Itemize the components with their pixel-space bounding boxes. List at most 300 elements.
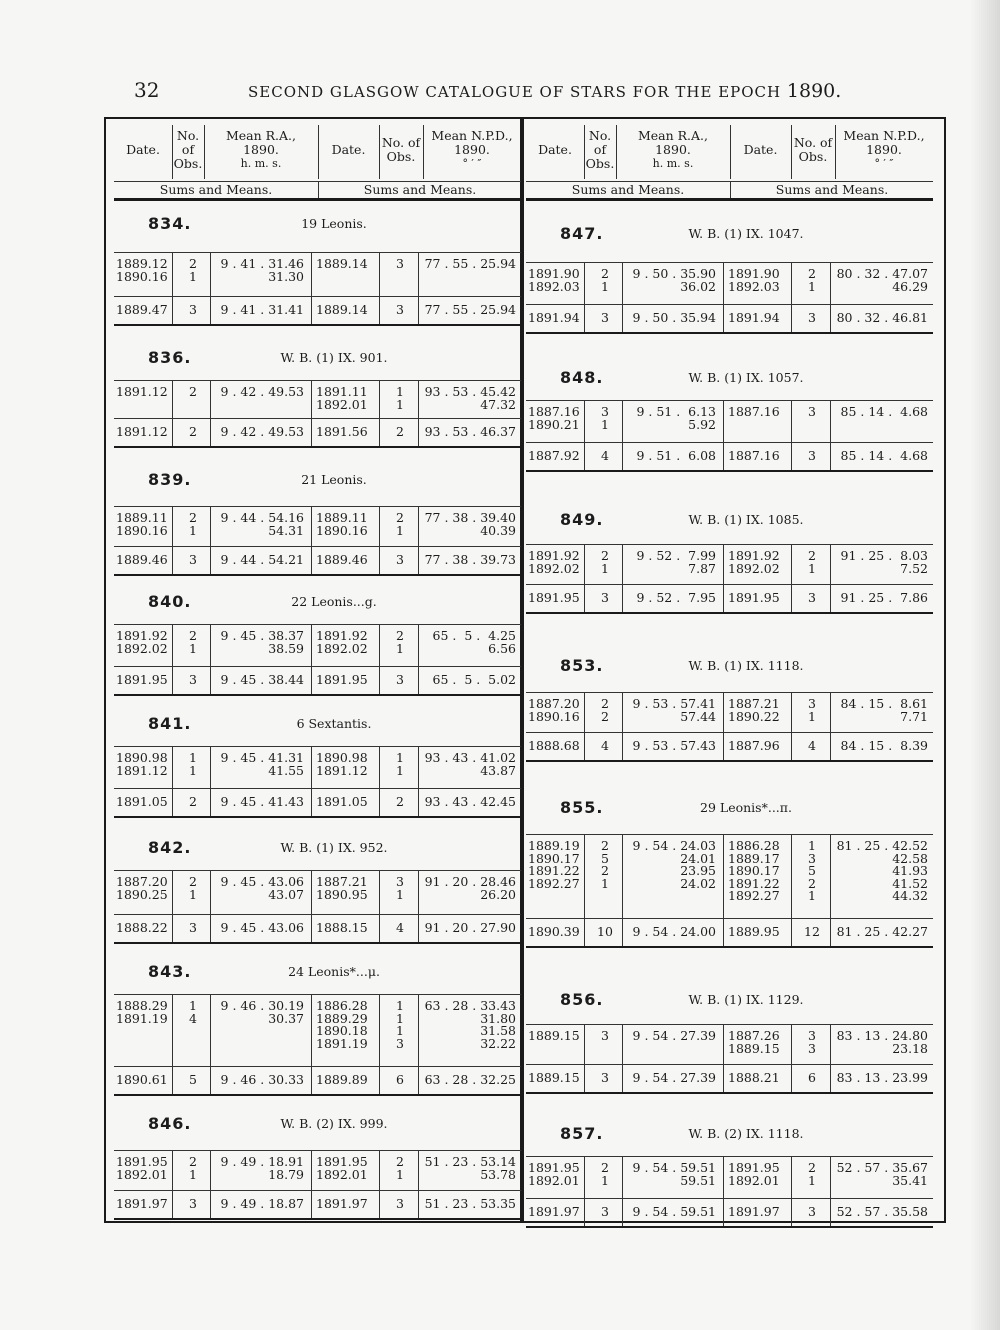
mean-obs-count-npd: 3 [808,1204,816,1219]
obs-count-ra: 2 5 2 1 [601,838,609,891]
column-rule [311,380,312,446]
obs-count-npd: 3 1 [396,874,404,902]
header-no-obs-line1: No. of [793,135,833,150]
obs-count-npd: 1 3 5 2 1 [808,838,816,903]
column-rule [791,544,792,612]
mean-obs-count-ra: 2 [189,794,197,809]
column-rule [723,544,724,612]
obs-top-rule [114,746,521,747]
header-sums-means-label: Sums and Means. [775,182,889,197]
mean-mean-ra-value: 9 . 45 . 41.43 [220,794,304,809]
star-entry [114,1112,521,1220]
header-column-rule [791,125,792,179]
column-rule [311,870,312,942]
star-name: W. B. (1) IX. 952. [280,840,388,855]
header-no-obs [172,119,204,181]
obs-top-rule [526,1024,933,1025]
obs-count-ra: 2 1 [601,1160,609,1188]
column-rule [379,624,380,694]
obs-date-ra: 1889.12 1890.16 [116,256,168,284]
column-rule [379,994,380,1094]
header-date-label: Date. [126,142,160,157]
obs-date-ra: 1891.95 1892.01 [116,1154,168,1182]
column-rule [622,1024,623,1092]
obs-date-npd: 1889.14 [316,256,368,271]
header-sums-divider [318,182,319,198]
column-rule [622,544,623,612]
header-no-obs-line1: No. of [588,128,612,157]
header-date-label: Date. [538,142,572,157]
obs-date-ra: 1891.95 1892.01 [528,1160,580,1188]
entry-bottom-rule [526,760,933,762]
obs-count-npd: 1 1 [396,384,404,412]
star-entry [114,346,521,450]
header-sums-means-label: Sums and Means. [571,182,685,197]
entry-bottom-rule [114,324,521,326]
column-rule [379,870,380,942]
header-ra-units: h. m. s. [240,157,282,170]
entry-bottom-rule [526,946,933,948]
entry-bottom-rule [114,574,521,576]
column-rule [830,1156,831,1226]
column-rule [830,262,831,332]
mean-rule [114,418,521,419]
mean-obs-count-npd: 4 [808,738,816,753]
mean-obs-date-ra: 1890.61 [116,1072,168,1087]
mean-obs-date-ra: 1888.68 [528,738,580,753]
mean-obs-date-npd: 1889.95 [728,924,780,939]
column-rule [418,870,419,942]
mean-mean-ra-value: 9 . 54 . 27.39 [632,1070,716,1085]
mean-mean-npd-value: 93 . 43 . 42.45 [424,794,516,809]
mean-npd-value: 81 . 25 . 42.52 42.58 41.93 41.52 44.32 [836,838,928,903]
mean-obs-count-npd: 3 [396,552,404,567]
star-number: 855. [560,798,604,817]
mean-obs-count-npd: 3 [808,448,816,463]
header-no-obs-line1: No. of [176,128,200,157]
star-entry [114,468,521,580]
entry-bottom-rule [114,1094,521,1096]
column-rule [210,380,211,446]
header-column-rule [584,125,585,179]
column-rule [172,506,173,574]
column-rule [172,252,173,324]
column-rule [584,1156,585,1226]
obs-count-ra: 2 1 [189,1154,197,1182]
obs-count-ra: 2 1 [189,256,197,284]
obs-date-ra: 1891.12 [116,384,168,399]
obs-top-rule [526,834,933,835]
column-rule [584,692,585,760]
star-name: 21 Leonis. [301,472,367,487]
mean-mean-ra-value: 9 . 52 . 7.95 [636,590,716,605]
column-rule [379,746,380,816]
mean-obs-date-ra: 1891.97 [528,1204,580,1219]
mean-obs-date-npd: 1891.95 [316,672,368,687]
entry-bottom-rule [114,1218,521,1220]
mean-rule [526,1198,933,1199]
star-entry [526,654,933,764]
header-sums-means [319,182,521,198]
mean-mean-ra-value: 9 . 49 . 18.87 [220,1196,304,1211]
mean-ra-value: 9 . 53 . 57.41 57.44 [632,696,716,724]
column-rule [311,746,312,816]
column-rule [830,544,831,612]
column-rule [723,1024,724,1092]
header-sums-divider [730,182,731,198]
column-rule [418,252,419,324]
obs-date-ra: 1889.11 1890.16 [116,510,168,538]
header-no-obs-line2: Obs. [386,149,416,164]
column-rule [622,834,623,946]
star-name: W. B. (1) IX. 1129. [688,992,804,1007]
column-rule [311,624,312,694]
obs-date-ra: 1889.15 [528,1028,580,1043]
obs-top-rule [114,252,521,253]
obs-count-ra: 3 1 [601,404,609,432]
mean-rule [526,304,933,305]
mean-obs-date-ra: 1889.47 [116,302,168,317]
entry-bottom-rule [526,1226,933,1228]
obs-date-npd: 1891.95 1892.01 [728,1160,780,1188]
header-mean-npd [835,119,933,181]
obs-top-rule [526,692,933,693]
obs-date-npd: 1890.98 1891.12 [316,750,368,778]
column-rule [584,544,585,612]
mean-rule [114,1066,521,1067]
header-column-rule [616,125,617,179]
mean-npd-value: 77 . 55 . 25.94 [424,256,516,271]
obs-date-ra: 1890.98 1891.12 [116,750,168,778]
mean-obs-date-npd: 1888.15 [316,920,368,935]
obs-top-rule [114,380,521,381]
star-number: 847. [560,224,604,243]
obs-top-rule [526,544,933,545]
page-title [248,80,841,102]
mean-mean-npd-value: 52 . 57 . 35.58 [836,1204,928,1219]
mean-obs-count-ra: 3 [601,1070,609,1085]
obs-top-rule [526,262,933,263]
mean-mean-npd-value: 91 . 25 . 7.86 [840,590,928,605]
obs-date-npd: 1891.11 1892.01 [316,384,368,412]
star-number: 849. [560,510,604,529]
mean-mean-npd-value: 77 . 38 . 39.73 [424,552,516,567]
mean-obs-count-ra: 4 [601,738,609,753]
mean-mean-ra-value: 9 . 51 . 6.08 [636,448,716,463]
column-rule [584,834,585,946]
column-rule [622,692,623,760]
header-mean-ra-label: Mean R.A., [637,128,709,143]
obs-date-ra: 1888.29 1891.19 [116,998,168,1026]
mean-mean-ra-value: 9 . 44 . 54.21 [220,552,304,567]
obs-count-npd: 2 1 [808,1160,816,1188]
mean-rule [526,918,933,919]
mean-obs-count-ra: 4 [601,448,609,463]
mean-obs-count-npd: 3 [396,672,404,687]
star-entry [526,796,933,952]
mean-ra-value: 9 . 41 . 31.46 31.30 [220,256,304,284]
star-entry [526,366,933,476]
column-rule [622,1156,623,1226]
mean-ra-value: 9 . 52 . 7.99 7.87 [636,548,716,576]
star-name: 6 Sextantis. [296,716,372,731]
star-entry [114,836,521,948]
mean-mean-ra-value: 9 . 50 . 35.94 [632,310,716,325]
header-no-obs [791,119,835,181]
mean-obs-count-npd: 4 [396,920,404,935]
mean-mean-npd-value: 84 . 15 . 8.39 [840,738,928,753]
mean-rule [114,296,521,297]
column-rule [379,506,380,574]
mean-npd-value: 51 . 23 . 53.14 53.78 [424,1154,516,1182]
obs-date-ra: 1891.92 1892.02 [116,628,168,656]
mean-obs-date-ra: 1891.12 [116,424,168,439]
mean-obs-date-ra: 1891.95 [116,672,168,687]
mean-ra-value: 9 . 45 . 41.31 41.55 [220,750,304,778]
mean-obs-date-npd: 1891.56 [316,424,368,439]
column-header-right [526,119,933,201]
header-ra-epoch: 1890. [243,142,279,157]
star-number: 834. [148,214,192,233]
mean-rule [114,914,521,915]
mean-obs-count-ra: 3 [189,920,197,935]
obs-date-npd: 1887.26 1889.15 [728,1028,780,1056]
column-rule [311,252,312,324]
column-rule [723,834,724,946]
obs-count-npd: 2 1 [396,628,404,656]
mean-obs-count-npd: 2 [396,794,404,809]
header-date [114,119,172,181]
column-rule [210,252,211,324]
header-mean-ra-label: Mean R.A., [225,128,297,143]
column-rule [210,746,211,816]
mean-obs-count-npd: 12 [804,924,820,939]
obs-date-ra: 1887.20 1890.16 [528,696,580,724]
page-number: 32 [134,78,160,102]
column-rule [210,870,211,942]
star-number: 846. [148,1114,192,1133]
column-rule [418,624,419,694]
column-rule [584,400,585,470]
mean-rule [114,546,521,547]
star-entry [526,1122,933,1222]
star-number: 841. [148,714,192,733]
star-number: 853. [560,656,604,675]
header-no-obs-line2: Obs. [173,156,203,171]
mean-obs-date-ra: 1889.15 [528,1070,580,1085]
star-name: 22 Leonis...g. [291,594,377,609]
mean-obs-date-npd: 1889.46 [316,552,368,567]
mean-obs-count-ra: 2 [189,424,197,439]
mean-mean-ra-value: 9 . 45 . 38.44 [220,672,304,687]
mean-npd-value: 65 . 5 . 4.25 6.56 [432,628,516,656]
mean-obs-date-npd: 1888.21 [728,1070,780,1085]
obs-count-npd: 3 [808,404,816,419]
mean-mean-npd-value: 77 . 55 . 25.94 [424,302,516,317]
header-ra-units: h. m. s. [652,157,694,170]
mean-obs-count-ra: 5 [189,1072,197,1087]
header-mean-ra [204,119,318,181]
header-column-rule [423,125,424,179]
entry-bottom-rule [526,332,933,334]
header-date-label: Date. [331,142,366,157]
mean-mean-npd-value: 81 . 25 . 42.27 [836,924,928,939]
column-rule [418,380,419,446]
mean-obs-count-npd: 3 [808,310,816,325]
mean-obs-date-ra: 1888.22 [116,920,168,935]
header-npd-units: ° ′ ″ [462,157,482,170]
mean-mean-ra-value: 9 . 45 . 43.06 [220,920,304,935]
column-rule [723,1156,724,1226]
header-column-rule [204,125,205,179]
obs-count-ra: 1 1 [189,750,197,778]
mean-npd-value: 63 . 28 . 33.43 31.80 31.58 32.22 [424,998,516,1051]
column-rule [622,262,623,332]
mean-obs-date-npd: 1889.89 [316,1072,368,1087]
column-rule [210,624,211,694]
obs-count-ra: 2 2 [601,696,609,724]
mean-npd-value: 84 . 15 . 8.61 7.71 [840,696,928,724]
column-rule [830,1024,831,1092]
column-rule [830,834,831,946]
column-rule [418,506,419,574]
star-entry [526,988,933,1096]
mean-obs-count-npd: 2 [396,424,404,439]
mean-obs-date-npd: 1891.97 [728,1204,780,1219]
mean-ra-value: 9 . 45 . 38.37 38.59 [220,628,304,656]
mean-ra-value: 9 . 54 . 27.39 [632,1028,716,1043]
header-mean-npd-label: Mean N.P.D., [843,128,925,143]
obs-count-ra: 2 1 [601,548,609,576]
mean-obs-count-npd: 6 [396,1072,404,1087]
header-date [730,119,791,181]
mean-ra-value: 9 . 54 . 59.51 59.51 [632,1160,716,1188]
header-mean-npd [423,119,521,181]
mean-rule [526,442,933,443]
header-date [318,119,379,181]
obs-count-npd: 3 [396,256,404,271]
obs-date-ra: 1887.20 1890.25 [116,874,168,902]
star-name: 29 Leonis*...π. [700,800,792,815]
header-sums-means-label: Sums and Means. [363,182,477,197]
header-mean-npd-label: Mean N.P.D., [431,128,513,143]
star-number: 856. [560,990,604,1009]
mean-rule [114,1190,521,1191]
star-name: W. B. (1) IX. 1047. [688,226,804,241]
mean-rule [114,788,521,789]
column-rule [418,746,419,816]
mean-obs-date-ra: 1891.94 [528,310,580,325]
obs-date-npd: 1887.16 [728,404,780,419]
obs-date-ra: 1887.16 1890.21 [528,404,580,432]
column-rule [172,1150,173,1218]
column-rule [830,400,831,470]
header-no-obs [379,119,423,181]
column-rule [379,380,380,446]
page-title-epoch: 1890. [786,80,842,102]
column-rule [723,262,724,332]
star-name: W. B. (1) IX. 1057. [688,370,804,385]
header-sums-means [526,182,730,198]
star-number: 839. [148,470,192,489]
mean-obs-count-npd: 3 [808,590,816,605]
mean-ra-value: 9 . 49 . 18.91 18.79 [220,1154,304,1182]
entry-bottom-rule [114,446,521,448]
star-number: 836. [148,348,192,367]
header-column-rule [835,125,836,179]
mean-mean-npd-value: 83 . 13 . 23.99 [836,1070,928,1085]
mean-ra-value: 9 . 51 . 6.13 5.92 [636,404,716,432]
entry-bottom-rule [114,816,521,818]
obs-count-npd: 2 1 [808,266,816,294]
entry-bottom-rule [526,612,933,614]
mean-npd-value: 77 . 38 . 39.40 40.39 [424,510,516,538]
obs-count-ra: 2 1 [601,266,609,294]
star-number: 840. [148,592,192,611]
column-rule [791,1024,792,1092]
mean-npd-value: 52 . 57 . 35.67 35.41 [836,1160,928,1188]
mean-obs-count-ra: 3 [601,1204,609,1219]
obs-top-rule [526,400,933,401]
mean-npd-value: 91 . 20 . 28.46 26.20 [424,874,516,902]
column-rule [379,1150,380,1218]
column-rule [210,506,211,574]
obs-top-rule [114,624,521,625]
mean-npd-value: 85 . 14 . 4.68 [840,404,928,419]
column-rule [791,834,792,946]
column-rule [311,994,312,1094]
mean-obs-date-npd: 1891.97 [316,1196,368,1211]
obs-top-rule [114,994,521,995]
obs-date-npd: 1887.21 1890.95 [316,874,368,902]
header-column-rule [379,125,380,179]
mean-obs-date-ra: 1890.39 [528,924,580,939]
mean-obs-date-ra: 1891.95 [528,590,580,605]
obs-count-npd: 2 1 [396,510,404,538]
column-rule [418,994,419,1094]
page-edge-shadow [970,0,1000,1330]
mean-mean-npd-value: 91 . 20 . 27.90 [424,920,516,935]
mean-obs-date-npd: 1891.94 [728,310,780,325]
mean-rule [526,732,933,733]
column-rule [584,262,585,332]
header-npd-units: ° ′ ″ [874,157,894,170]
mean-rule [526,1064,933,1065]
mean-mean-npd-value: 93 . 53 . 46.37 [424,424,516,439]
header-no-obs [584,119,616,181]
star-name: 19 Leonis. [301,216,367,231]
mean-obs-count-ra: 3 [189,302,197,317]
page-title-text: SECOND GLASGOW CATALOGUE OF STARS FOR THE EPOCH [248,83,782,101]
header-bottom-rule [114,198,521,201]
star-entry [526,222,933,338]
obs-date-npd: 1886.28 1889.17 1890.17 1891.22 1892.27 [728,838,780,903]
obs-count-npd: 2 1 [396,1154,404,1182]
obs-count-ra: 2 [189,384,197,399]
obs-count-npd: 1 1 [396,750,404,778]
star-number: 842. [148,838,192,857]
column-rule [791,262,792,332]
star-number: 848. [560,368,604,387]
obs-count-ra: 3 [601,1028,609,1043]
column-rule [622,400,623,470]
entry-bottom-rule [526,470,933,472]
star-entry [114,960,521,1098]
column-rule [172,870,173,942]
mean-obs-date-ra: 1891.97 [116,1196,168,1211]
mean-ra-value: 9 . 44 . 54.16 54.31 [220,510,304,538]
column-rule [379,252,380,324]
